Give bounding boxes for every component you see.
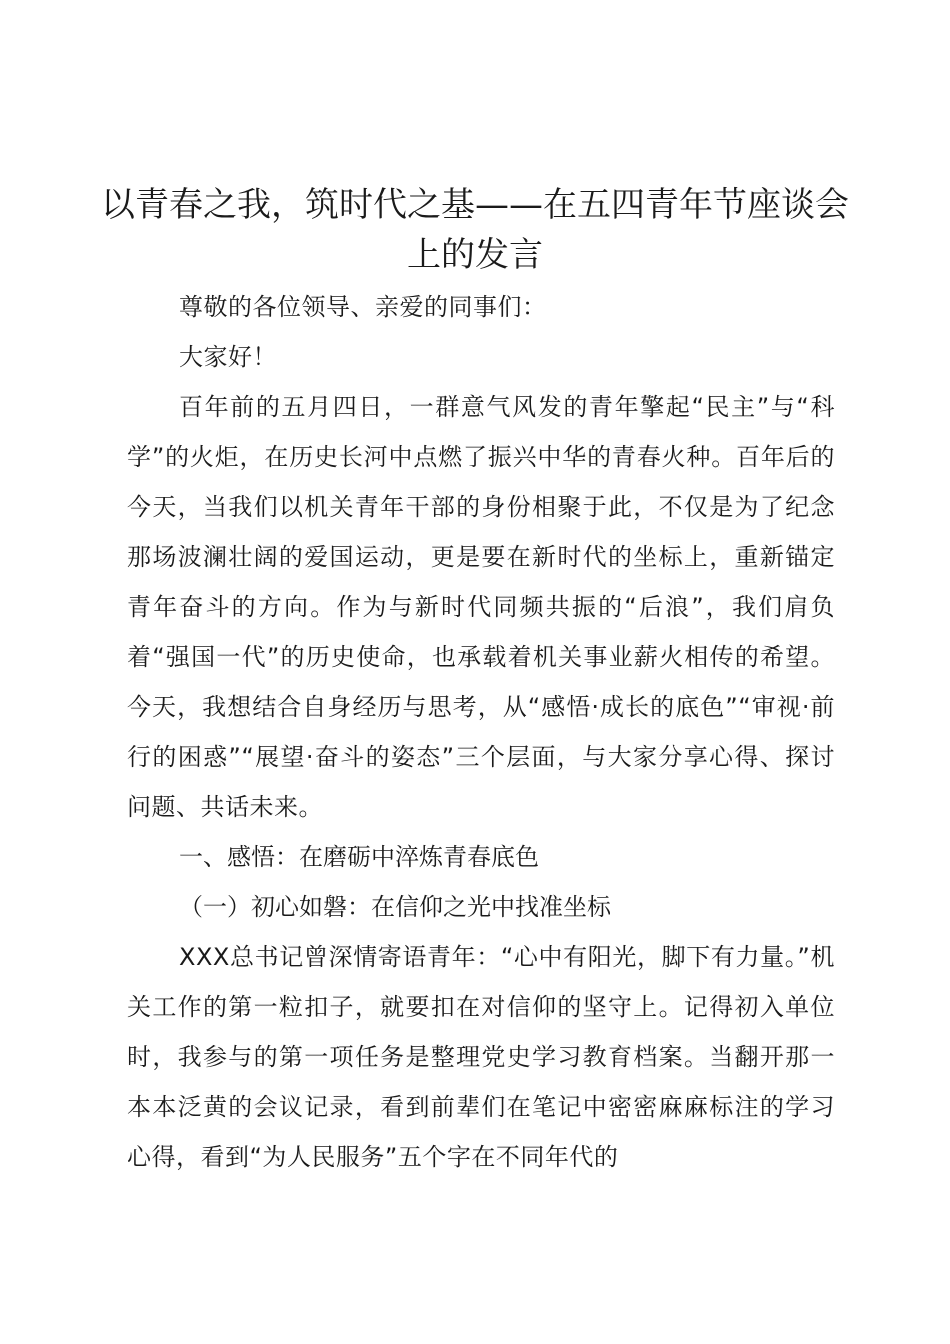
salutation: 尊敬的各位领导、亲爱的同事们： — [179, 293, 547, 321]
subsection-heading: （一）初心如磐：在信仰之光中找准坐标 — [179, 893, 611, 921]
subsection-paragraph: XXX总书记曾深情寄语青年：“心中有阳光，脚下有力量。”机关工作的第一粒扣子，就要扣在对信仰的坚守上。记得初入单位时，我参与的第一项任务是整理党史学习教育档案。当翻开那一本本泛黄的会议记录，看到前辈们在笔记中密密麻麻标注的学习心得，看到“为人民服务”五个字在不同年代的 — [127, 943, 835, 1171]
document-title: 以青春之我，筑时代之基——在五四青年节座谈会上的发言 — [101, 185, 849, 275]
intro-paragraph: 百年前的五月四日，一群意气风发的青年擎起“民主”与“科学”的火炬，在历史长河中点燃了振兴中华的青春火种。百年后的今天，当我们以机关青年干部的身份相聚于此，不仅是为了纪念那场波澜壮阔的爱国运动，更是要在新时代的坐标上，重新锚定青年奋斗的方向。作为与新时代同频共振的“后浪”，我们肩负着“强国一代”的历史使命，也承载着机关事业薪火相传的希望。今天，我想结合自身经历与思考，从“感悟·成长的底色”“审视·前行的困惑”“展望·奋斗的姿态”三个层面，与大家分享心得、探讨问题、共话未来。 — [127, 393, 835, 821]
document-body — [127, 282, 835, 1182]
section-heading: 一、感悟：在磨砺中淬炼青春底色 — [179, 843, 539, 871]
greeting: 大家好！ — [179, 343, 277, 371]
